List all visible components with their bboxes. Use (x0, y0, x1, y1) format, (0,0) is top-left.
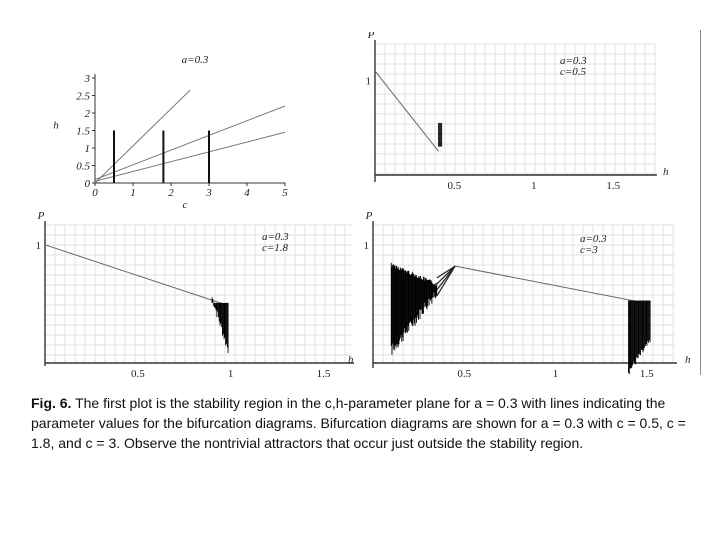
y-tick-label: 2 (84, 108, 90, 120)
x-axis-label: h (685, 354, 691, 366)
y-tick-label: 2.5 (76, 90, 90, 103)
x-tick-label: 1.5 (316, 368, 331, 380)
figure-caption (31, 393, 701, 453)
x-tick-label: 1 (531, 180, 537, 192)
x-tick-label: 2 (168, 187, 174, 199)
y-axis-label: P (37, 210, 45, 222)
legend-entry: a=0.3 (560, 55, 587, 67)
page-divider (700, 30, 701, 375)
y-axis-label: h (53, 119, 59, 132)
y-axis-label: P (365, 210, 373, 222)
figure-label: Fig. 6. (31, 395, 72, 411)
x-tick-label: 0.5 (457, 368, 472, 380)
caption-text: The first plot is the stability region in the c,h-parameter plane for a = 0.3 with lines indicating the parameter values for the bifurcation diagrams. Bifurcation diagrams are shown for a = 0.3 with c = 0.5, c = 1.8, and c = 3. Observe the nontrivial attractors that occur just outside the stability region. (31, 395, 686, 451)
bifurcation-chart-c05 (345, 32, 680, 202)
x-axis-label: c (182, 199, 188, 210)
x-tick-label: 1 (552, 368, 559, 380)
stability-boundary-line (95, 106, 285, 180)
x-tick-label: 1.5 (639, 368, 654, 380)
x-tick-label: 0 (92, 187, 98, 199)
y-tick-label: 1.5 (76, 125, 90, 138)
y-axis-label: P (367, 32, 375, 41)
period-doubling-branch (437, 266, 455, 278)
bifurcation-panel-c05 (345, 32, 680, 202)
x-tick-label: 0.5 (130, 368, 145, 380)
bifurcation-chart-c3 (355, 208, 700, 383)
x-axis-label: h (663, 166, 669, 178)
stability-boundary-line (95, 132, 285, 181)
annotation-a: a=0.3 (181, 54, 209, 66)
y-tick-label: 1 (365, 75, 371, 88)
x-tick-label: 1 (227, 368, 234, 380)
bifurcation-chart-c18 (22, 208, 357, 383)
x-tick-label: 1 (130, 187, 136, 199)
x-tick-label: 3 (206, 187, 212, 199)
legend-entry: a=0.3 (262, 231, 289, 243)
x-tick-label: 5 (282, 187, 288, 199)
bifurcation-panel-c18 (22, 208, 357, 383)
y-tick-label: 1 (363, 239, 369, 252)
legend-entry: c=3 (580, 244, 598, 256)
y-tick-label: 3 (84, 73, 90, 85)
y-tick-label: 0.5 (76, 160, 90, 173)
y-tick-label: 1 (35, 239, 41, 252)
legend-entry: a=0.3 (580, 233, 607, 245)
stability-region-chart (40, 50, 310, 210)
stability-region-panel (40, 50, 310, 210)
x-tick-label: 4 (244, 187, 250, 199)
bifurcation-panel-c3 (355, 208, 700, 383)
y-tick-label: 0 (84, 178, 90, 190)
y-tick-label: 1 (84, 143, 90, 155)
x-axis-label: h (348, 354, 354, 366)
x-tick-label: 1.5 (606, 180, 621, 192)
x-tick-label: 0.5 (447, 180, 462, 192)
legend-entry: c=0.5 (560, 66, 587, 78)
legend-entry: c=1.8 (262, 242, 289, 254)
